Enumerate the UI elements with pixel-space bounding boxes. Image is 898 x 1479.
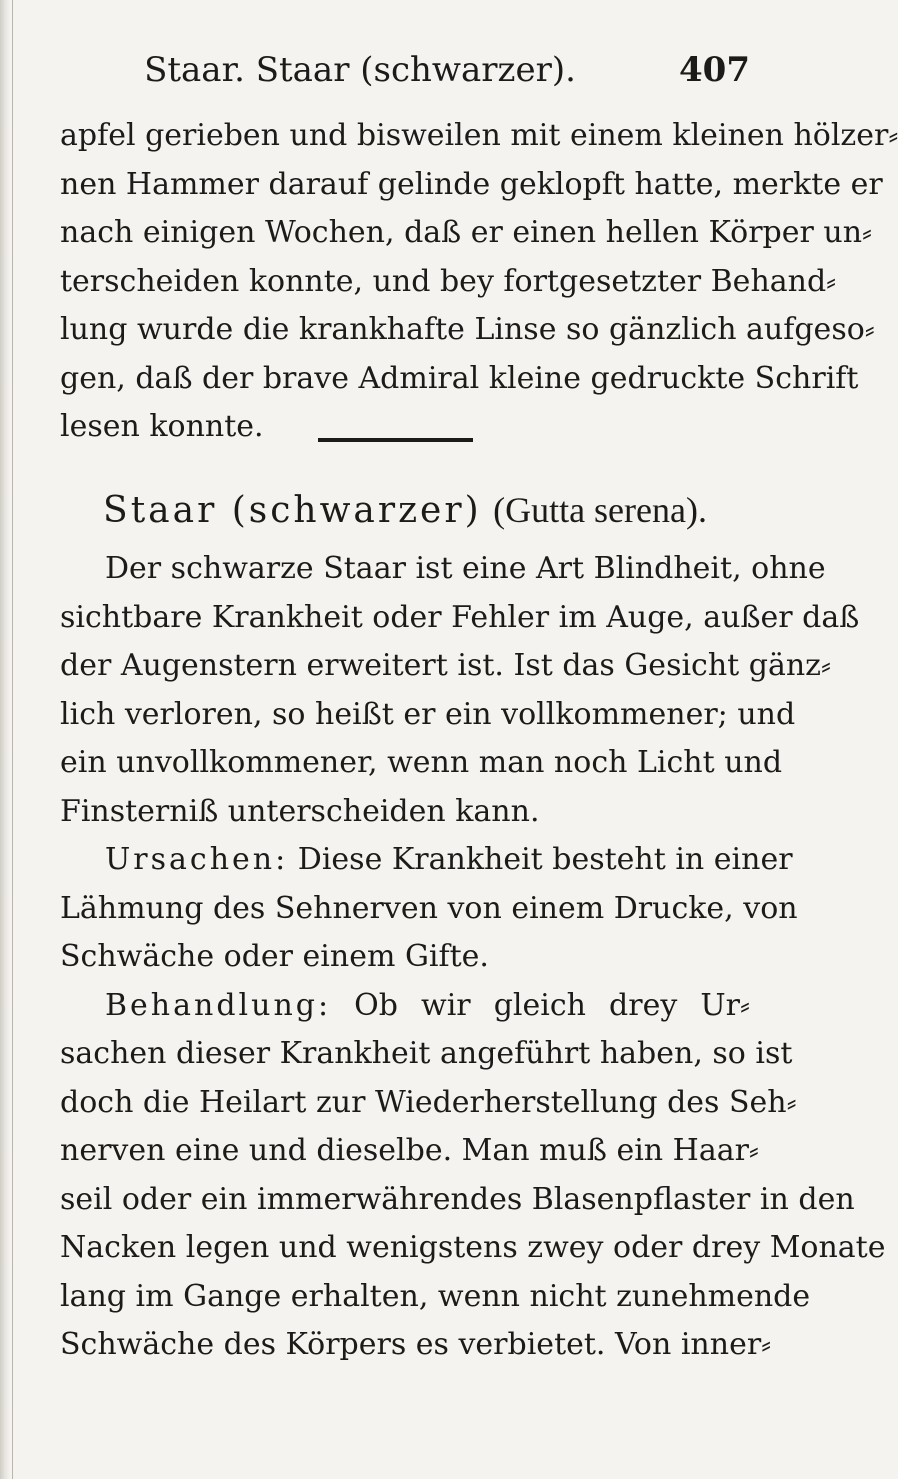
text-line: ein unvollkommener, wenn man noch Licht und — [60, 745, 783, 780]
text-line: lung wurde die krankhafte Linse so gänzlich aufgeso⸗ — [60, 312, 875, 347]
running-head: Staar. Staar (schwarzer). — [144, 50, 576, 90]
text-line: lang im Gange erhalten, wenn nicht zunehmende — [60, 1278, 811, 1314]
text-line: nerven eine und dieselbe. Man muß ein Haar⸗ — [60, 1133, 759, 1168]
section-latin-name: (Gutta serena). — [493, 490, 707, 530]
text-line: terscheiden konnte, und bey fortgesetzter Behand⸗ — [60, 263, 837, 299]
text-line: nen Hammer darauf gelinde geklopft hatte, merkte er — [60, 166, 883, 202]
text-line: Der schwarze Staar ist eine Art Blindheit, ohne — [105, 551, 826, 586]
causes-label: Ursachen: — [105, 842, 289, 877]
text-line: sichtbare Krankheit oder Fehler im Auge, außer daß — [60, 599, 860, 635]
section-divider — [318, 438, 473, 442]
section-title: Staar (schwarzer) — [103, 490, 482, 531]
text-line: seil oder ein immerwährendes Blasenpflaster in den — [60, 1181, 855, 1217]
text-line: gen, daß der brave Admiral kleine gedruckte Schrift — [60, 360, 859, 396]
text-line: Schwäche oder einem Gifte. — [60, 939, 489, 974]
text-line: apfel gerieben und bisweilen mit einem kleinen hölzer⸗ — [60, 118, 898, 153]
text-line: sachen dieser Krankheit angeführt haben, so ist — [60, 1036, 793, 1071]
treatment-label: Behandlung: — [105, 987, 332, 1023]
treatment-text: Ob wir gleich drey Ur⸗ — [354, 987, 750, 1023]
page-number: 407 — [679, 50, 750, 90]
treatment-line — [60, 982, 750, 1031]
causes-line — [60, 836, 793, 885]
text-line: nach einigen Wochen, daß er einen hellen Körper un⸗ — [60, 215, 873, 250]
text-line: Finsterniß unterscheiden kann. — [60, 793, 540, 829]
causes-text: Diese Krankheit besteht in einer — [297, 842, 793, 877]
text-line: lich verloren, so heißt er ein vollkommener; und — [60, 696, 796, 732]
text-line: Lähmung des Sehnerven von einem Drucke, von — [60, 890, 798, 926]
page-binding-edge — [0, 0, 10, 1479]
page-header — [60, 40, 750, 100]
text-line: lesen konnte. — [60, 409, 264, 444]
text-line: der Augenstern erweitert ist. Ist das Gesicht gänz⸗ — [60, 648, 831, 683]
text-line: Schwäche des Körpers es verbietet. Von inner⸗ — [60, 1327, 772, 1362]
section-body — [60, 545, 886, 1370]
text-line: Nacken legen und wenigstens zwey oder drey Monate — [60, 1230, 886, 1265]
section-heading — [60, 480, 750, 541]
top-paragraph — [60, 112, 898, 452]
text-line: doch die Heilart zur Wiederherstellung des Seh⸗ — [60, 1084, 797, 1120]
